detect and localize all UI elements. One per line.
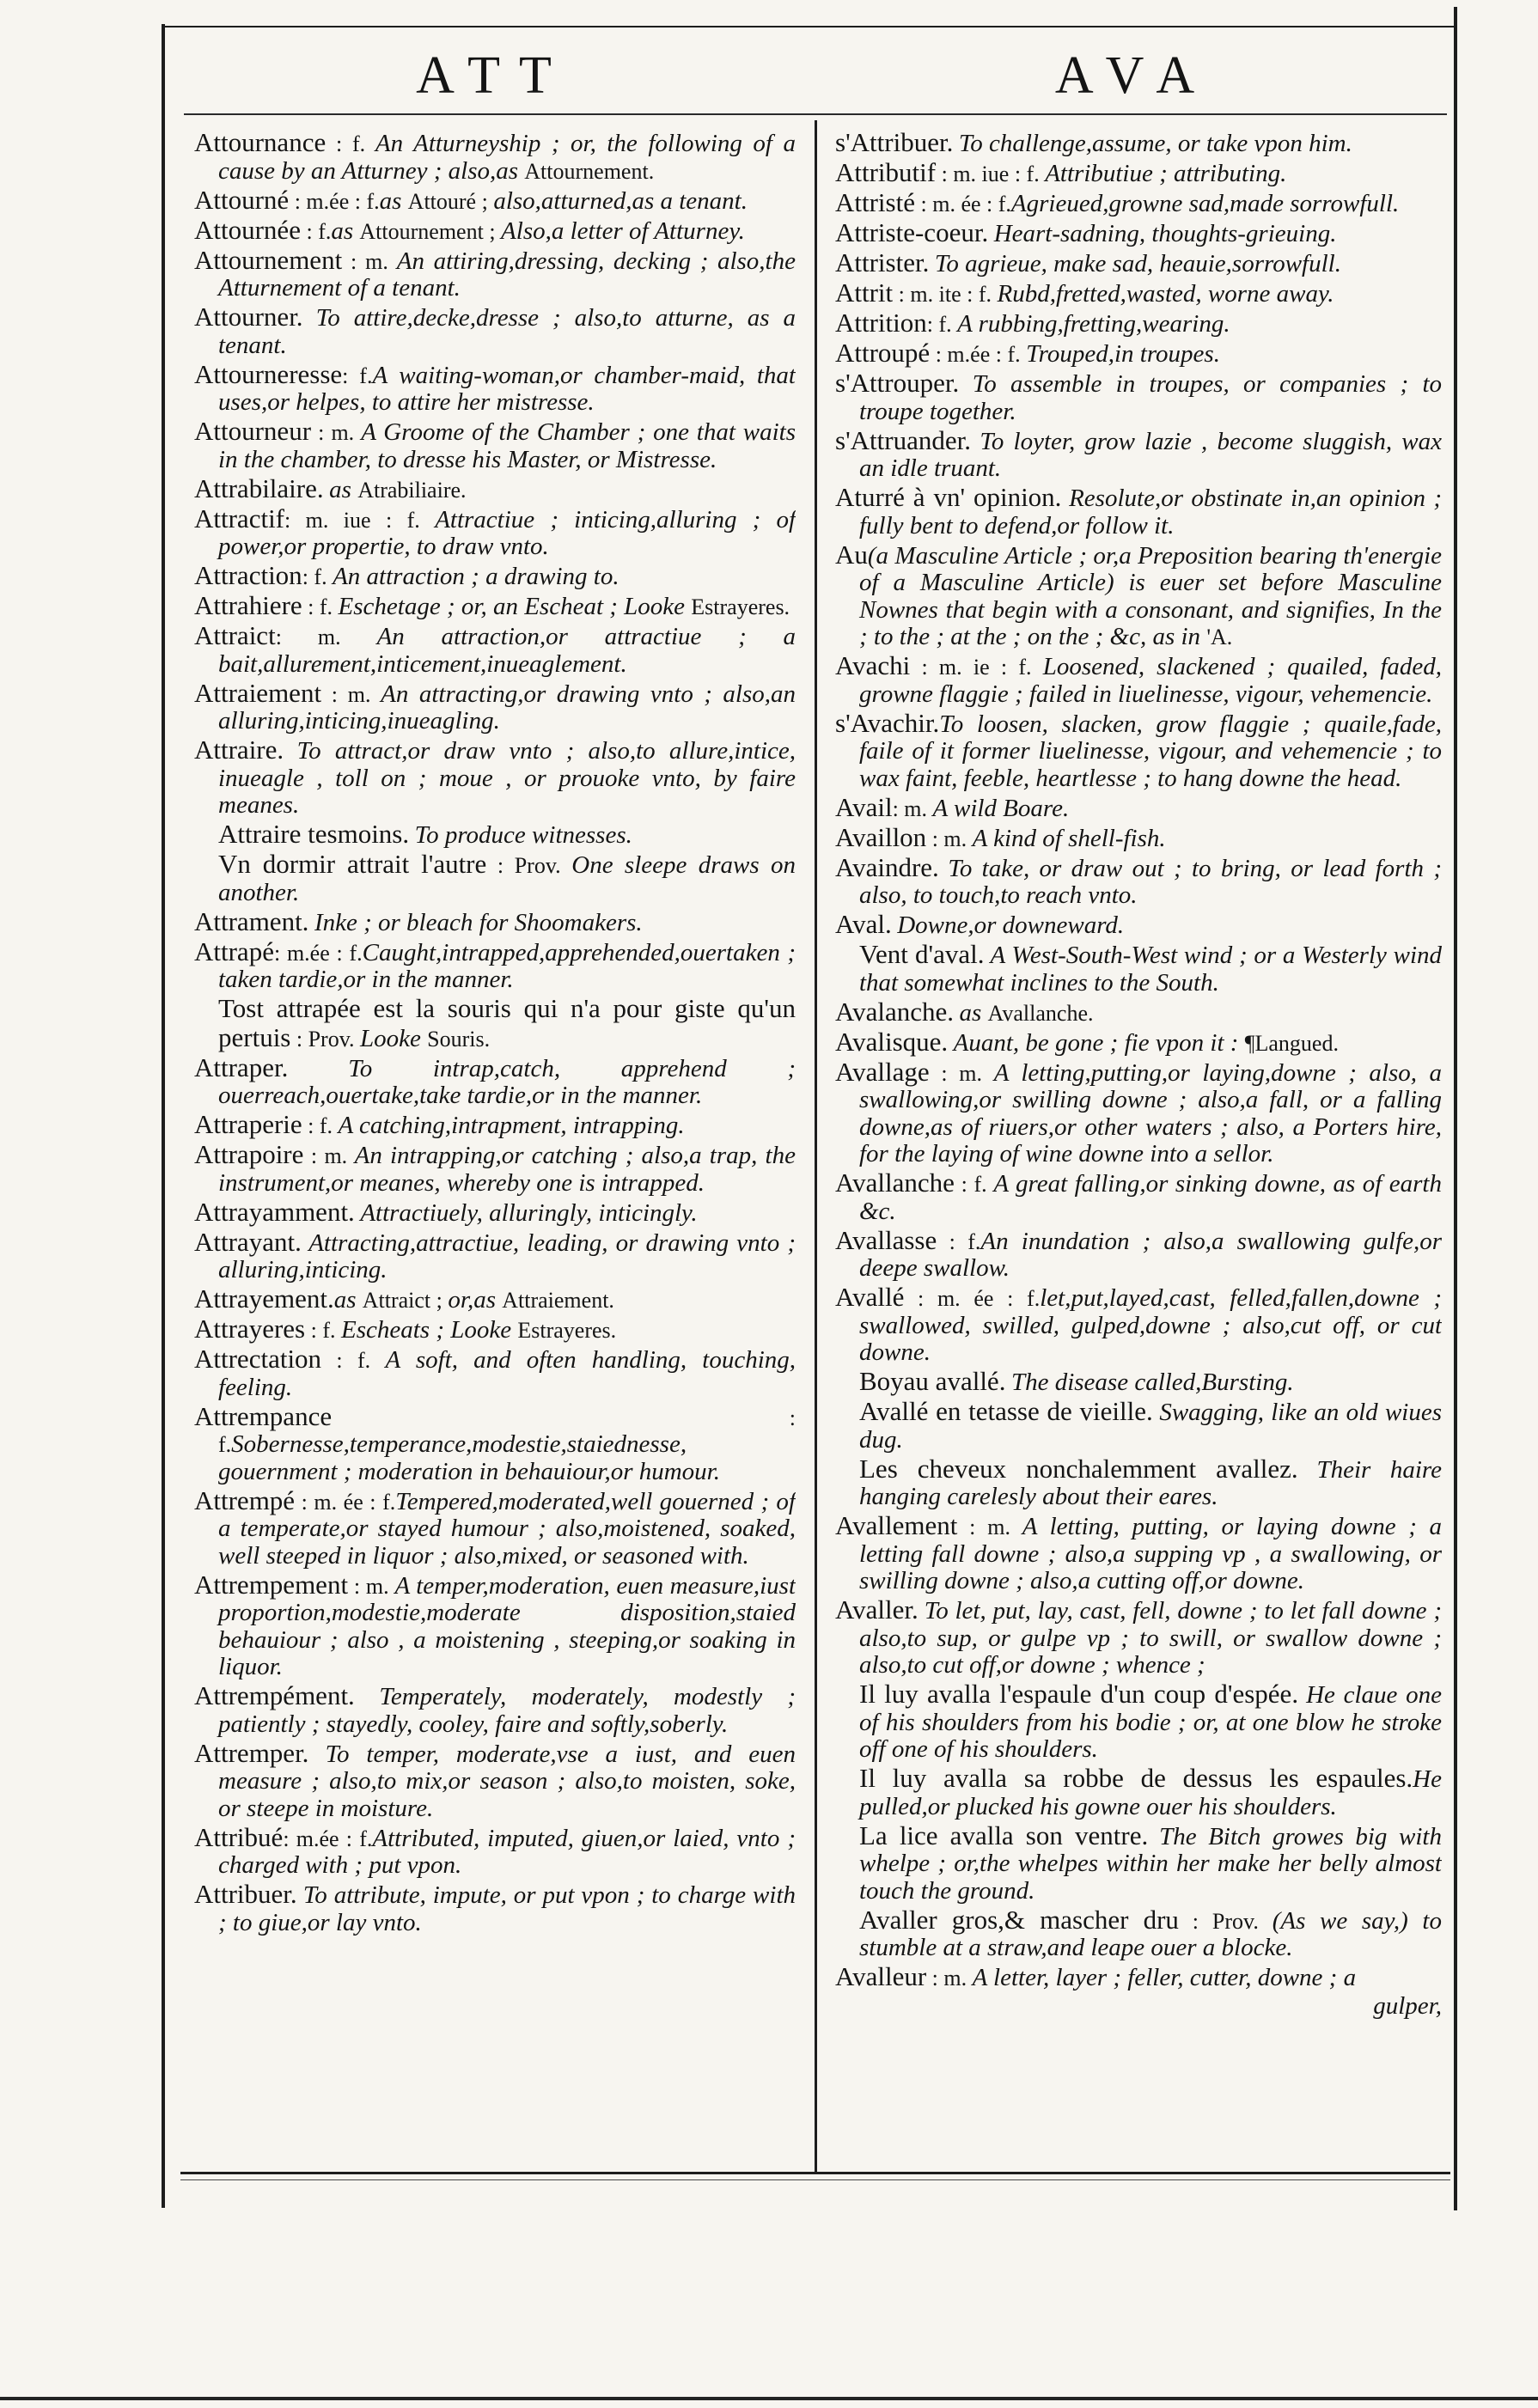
definition: Swagging, like an old wiues dug.	[859, 1399, 1442, 1454]
headword: Tost attrapée est la souris qui n'a pour giste qu'un pertuis	[218, 993, 796, 1052]
definition: Attractiue ; inticing,alluring ; of power,or propertie, to draw vnto.	[218, 505, 796, 560]
grammar-note: : f.	[302, 594, 339, 619]
headword: Avaindre.	[835, 851, 939, 882]
headword: Attrapoire	[194, 1139, 304, 1169]
definition: Tempered,moderated,well gouerned ; of a temperate,or stayed humour ; also,moistened, soaked, well steeped in liquor ; also,mixed, or seasoned with.	[218, 1487, 796, 1570]
dictionary-entry	[194, 562, 796, 591]
footer-rule	[180, 2172, 1450, 2174]
headword: Attrister.	[835, 247, 930, 277]
headword: s'Attruander.	[835, 424, 971, 455]
dictionary-entry	[835, 851, 1442, 910]
definition: To loyter, grow lazie , become sluggish, wax an idle truant.	[859, 427, 1442, 482]
headword: Attrabilaire.	[194, 472, 324, 503]
headword: s'Avachir.	[835, 707, 940, 738]
grammar-note: : m. ite : f.	[893, 282, 998, 307]
dictionary-entry	[835, 1906, 1442, 1962]
dictionary-entry	[194, 736, 796, 820]
definition: To produce witnesses.	[414, 821, 632, 849]
headword: Les cheveux nonchalemment avallez.	[859, 1453, 1298, 1484]
right-column	[835, 129, 1442, 2165]
grammar-note: : m.	[957, 1515, 1022, 1539]
cross-reference: Attournement ;	[359, 218, 502, 244]
dictionary-entry	[835, 1512, 1442, 1595]
headword: Avallé en tetasse de vieille.	[859, 1396, 1153, 1426]
definition: A soft, and often handling, touching, feeling.	[218, 1346, 796, 1401]
grammar-note: : m. iue : f.	[936, 162, 1046, 186]
grammar-note: : m.	[303, 1143, 355, 1168]
dictionary-entry	[835, 339, 1442, 369]
definition: He claue one of his shoulders from his bodie ; or, at one blow he stroke off one of his shoulders.	[859, 1681, 1442, 1763]
definition: An intrapping,or catching ; also,a trap, the instrument,or meanes, whereby one is intrapped.	[218, 1142, 796, 1197]
grammar-note: : m.ée : f.	[289, 188, 380, 214]
headword: Attrapé	[194, 936, 274, 966]
headword: Aturré à vn' opinion.	[835, 482, 1062, 512]
headword: Il luy avalla l'espaule d'un coup d'espée.	[859, 1679, 1299, 1709]
dictionary-entry	[194, 905, 796, 937]
definition: To attribute, impute, or put vpon ; to charge with ; to giue,or lay vnto.	[218, 1881, 796, 1936]
definition: Attractiuely, alluringly, inticingly.	[360, 1198, 698, 1227]
headword: La lice avalla son ventre.	[859, 1820, 1149, 1850]
dictionary-entry	[194, 1571, 796, 1681]
dictionary-entry	[194, 1400, 796, 1486]
grammar-note: : f.	[302, 564, 333, 589]
headword: Attrectation	[194, 1344, 322, 1374]
headword: Attourneur	[194, 416, 312, 446]
headword: Attribuer.	[194, 1879, 297, 1909]
definition: Inke ; or bleach for Shoomakers.	[314, 908, 643, 936]
grammar-note	[919, 1599, 925, 1624]
headword: Attrempément.	[194, 1680, 355, 1710]
definition: Caught,intrapped,apprehended,ouertaken ; taken tardie,or in the manner.	[218, 938, 796, 993]
definition: as	[331, 216, 360, 245]
dictionary-entry	[835, 1455, 1442, 1511]
grammar-note: : m. iue : f.	[284, 507, 436, 533]
definition: (As we say,) to stumble at a straw,and leape ouer a blocke.	[859, 1906, 1442, 1961]
grammar-note	[303, 306, 316, 331]
headword: Attraper.	[194, 1052, 289, 1082]
definition: Heart-sadning, thoughts-grieuing.	[993, 220, 1337, 247]
definition: A West-South-West wind ; or a Westerly wind that somewhat inclines to the South.	[859, 942, 1442, 997]
definition: An inundation ; also,a swallowing gulfe,or deepe swallow.	[859, 1227, 1442, 1282]
grammar-note: : m.	[311, 420, 362, 445]
grammar-note	[297, 1883, 303, 1908]
definition: Rubd,fretted,wasted, worne away.	[997, 280, 1334, 308]
headword: Avallanche	[835, 1167, 955, 1198]
definition: To take, or draw out ; to bring, or lead forth ; also, to touch,to reach vnto.	[859, 854, 1442, 909]
dictionary-entry	[194, 1198, 796, 1228]
grammar-note: : m. ie : f.	[910, 655, 1043, 680]
definition: Attributiue ; attributing.	[1045, 160, 1287, 187]
dictionary-entry	[835, 189, 1442, 218]
definition: as	[329, 475, 358, 503]
cross-reference: Attouré ;	[407, 188, 494, 214]
grammar-note: : f.	[321, 1348, 386, 1373]
headword: Attraire tesmoins.	[218, 819, 410, 849]
dictionary-entry	[194, 820, 796, 850]
definition: A letter, layer ; feller, cutter, downe ; a	[972, 1964, 1357, 1991]
definition: To challenge,assume, or take vpon him.	[958, 130, 1352, 157]
grammar-note: : m.ée : f.	[283, 1826, 373, 1851]
definition: A wild Boare.	[932, 794, 1070, 822]
dictionary-entry	[835, 1283, 1442, 1367]
dictionary-entry	[835, 1963, 1442, 1992]
dictionary-entry	[835, 652, 1442, 708]
headword: Avaller gros,& mascher dru	[859, 1904, 1179, 1935]
dictionary-entry	[835, 998, 1442, 1027]
dictionary-entry	[194, 995, 796, 1052]
definition: Temperately, moderately, modestly ; patiently ; stayedly, cooley, faire and softly,soberly.	[218, 1683, 796, 1738]
definition: as	[959, 998, 988, 1027]
dictionary-entry	[194, 850, 796, 906]
dictionary-entry	[194, 1484, 796, 1570]
definition: To let, put, lay, cast, fell, downe ; to let fall downe ; also,to sup, or gulpe vp ; to swill, or swallow downe ; also,to cut off,or downe ; whence ;	[859, 1597, 1442, 1679]
headword: Vn dormir attrait l'autre	[218, 849, 487, 879]
dictionary-entry	[194, 216, 796, 246]
dictionary-entry	[835, 1765, 1442, 1820]
dictionary-entry	[194, 505, 796, 561]
headword: Avail	[835, 791, 893, 822]
grammar-note	[1148, 1825, 1159, 1850]
grammar-note	[971, 430, 980, 454]
headword: Attrayeres	[194, 1314, 306, 1344]
headword: Attraiement	[194, 677, 322, 708]
headword: Attriste-coeur.	[835, 217, 989, 247]
header-rule	[184, 113, 1447, 115]
headword: Aval.	[835, 909, 892, 939]
definition: Their haire hanging carelesly about their eares.	[859, 1455, 1442, 1510]
definition: An Atturneyship ; or, the following of a cause by an Atturney ; also,as	[218, 130, 796, 185]
dictionary-entry	[835, 1822, 1442, 1905]
headword: Boyau avallé.	[859, 1366, 1006, 1396]
grammar-note: : f.	[305, 1318, 341, 1343]
dictionary-entry	[194, 1821, 796, 1880]
footer-rule-thin	[180, 2179, 1450, 2180]
grammar-note: : m.ée : f.	[273, 940, 363, 966]
headword: Il luy avalla sa robbe de dessus les espaules.	[859, 1763, 1413, 1793]
headword: Attrit	[835, 277, 894, 308]
headword: Avalisque.	[835, 1026, 949, 1057]
headword: Attraire.	[194, 735, 284, 765]
definition: A catching,intrapment, intrapping.	[338, 1112, 685, 1139]
dictionary-entry	[194, 1111, 796, 1140]
grammar-note: : Prov.	[486, 853, 572, 878]
headword: Attristé	[835, 187, 915, 217]
headword: Attrempance	[194, 1400, 333, 1431]
headword: Attrempé	[194, 1484, 296, 1515]
cross-reference: Estrayeres.	[517, 1318, 617, 1343]
dictionary-entry	[194, 244, 796, 302]
dictionary-entry	[194, 418, 796, 473]
grammar-note: : m.	[342, 248, 397, 274]
definition: To intrap,catch, apprehend ; ouerreach,ouertake,take tardie,or in the manner.	[218, 1054, 796, 1109]
definition: Escheats ; Looke	[341, 1316, 518, 1344]
headword: Attournée	[194, 214, 301, 245]
headword: Attractif	[194, 503, 285, 533]
headword: Attournance	[194, 129, 327, 157]
definition: let,put,layed,cast, felled,fallen,downe ; swallowed, swilled, gulped,downe ; also,cut off, or cut downe.	[859, 1284, 1442, 1366]
dictionary-entry	[835, 424, 1442, 483]
headword: Avalanche.	[835, 996, 954, 1027]
definition: Attracting,attractiue, leading, or drawing vnto ; alluring,inticing.	[218, 1228, 796, 1283]
grammar-note: : f.	[326, 131, 375, 156]
page-frame-right	[1454, 7, 1457, 2210]
headword: Attrayamment.	[194, 1196, 355, 1227]
grammar-note	[1298, 1683, 1306, 1708]
headword: Avallasse	[835, 1224, 937, 1255]
headword: Avallement	[835, 1510, 958, 1540]
running-head-left: ATT	[416, 46, 571, 105]
dictionary-entry	[835, 1058, 1442, 1168]
dictionary-entry	[194, 1054, 796, 1110]
headword: Avallage	[835, 1056, 930, 1087]
catchword: gulper,	[1373, 1992, 1442, 2020]
dictionary-entry	[194, 1682, 796, 1738]
dictionary-entry	[194, 129, 796, 185]
grammar-note	[355, 1685, 380, 1710]
definition: Resolute,or obstinate in,an opinion ; fully bent to defend,or follow it.	[859, 485, 1442, 540]
definition: To attire,decke,dresse ; also,to atturne, as a tenant.	[218, 304, 796, 359]
definition: A great falling,or sinking downe, as of earth &c.	[859, 1170, 1442, 1225]
dictionary-entry	[194, 592, 796, 621]
grammar-note	[308, 1742, 325, 1767]
cross-reference: Souris.	[427, 1026, 491, 1052]
definition: Looke	[360, 1024, 428, 1052]
scan-edge	[0, 2397, 1538, 2400]
headword: Attributif	[835, 157, 937, 187]
grammar-note: : f.	[926, 312, 958, 337]
grammar-note	[284, 739, 297, 764]
grammar-note: : m.	[926, 826, 973, 851]
definition: Sobernesse,temperance,modestie,staiednesse, gouernment ; moderation in behauiour,or humour.	[218, 1430, 721, 1485]
column-divider	[815, 120, 817, 2172]
headword: Attrempement	[194, 1569, 349, 1600]
dictionary-entry	[194, 1881, 796, 1936]
grammar-note	[959, 372, 973, 397]
definition: (a Masculine Article ; or,a Preposition bearing th'energie of a Masculine Article) is euer set before Masculine Nownes that begin with a consonant, and signifies, In the ; to the ; at the ; on the ; &c, as in	[859, 541, 1442, 650]
dictionary-entry	[835, 369, 1442, 425]
definition: as	[379, 186, 408, 215]
headword: Attourneresse	[194, 358, 343, 389]
definition: Loosened, slackened ; quailed, faded, growne flaggie ; failed in liuelinesse, vigour, vehemencie.	[859, 653, 1442, 708]
headword: Vent d'aval.	[859, 939, 985, 969]
definition: To attract,or draw vnto ; also,to allure,intice, inueagle , toll on ; moue , or prouoke vnto, by faire meanes.	[218, 737, 796, 819]
definition: He pulled,or plucked his gowne ouer his shoulders.	[859, 1765, 1442, 1820]
dictionary-entry	[835, 1028, 1442, 1058]
dictionary-entry	[194, 1737, 796, 1823]
dictionary-entry	[835, 1680, 1442, 1764]
dictionary-entry	[194, 1285, 796, 1314]
headword: Au	[835, 539, 868, 570]
headword: Attremper.	[194, 1737, 309, 1768]
grammar-note: : m.	[321, 681, 381, 707]
definition: To agrieue, make sad, heauie,sorrowfull.	[934, 250, 1341, 277]
definition: An attraction,or attractiue ; a bait,allurement,inticement,inueaglement.	[218, 623, 796, 678]
dictionary-entry	[194, 1345, 796, 1401]
dictionary-entry	[194, 303, 796, 359]
headword: Avalleur	[835, 1961, 927, 1991]
grammar-note: : m.	[926, 1966, 973, 1990]
grammar-note: : f.	[937, 1228, 981, 1254]
headword: Attournement	[194, 244, 343, 275]
page-frame-top	[162, 26, 1457, 27]
headword: Attribué	[194, 1821, 284, 1852]
headword: Attrament.	[194, 905, 309, 936]
definition: also,atturned,as a tenant.	[493, 186, 748, 215]
grammar-note	[1061, 486, 1069, 511]
cross-reference: 'A.	[1206, 625, 1233, 649]
grammar-note	[288, 1057, 348, 1082]
headword: Attourner.	[194, 302, 303, 332]
grammar-note: : m.	[348, 1573, 395, 1599]
definition: Eschetage ; or, an Escheat ; Looke	[338, 593, 692, 620]
dictionary-entry	[835, 941, 1442, 997]
definition: A waiting-woman,or chamber-maid, that uses,or helpes, to attire her mistresse.	[218, 361, 796, 416]
headword: Attourné	[194, 184, 290, 215]
dictionary-entry	[835, 911, 1442, 940]
headword: s'Attribuer.	[835, 129, 954, 157]
cross-reference: Estrayeres.	[691, 594, 790, 619]
definition: One sleepe draws on another.	[218, 851, 796, 906]
grammar-note	[1298, 1458, 1317, 1483]
grammar-note: : Prov.	[290, 1026, 361, 1052]
grammar-note	[939, 857, 949, 881]
headword: Attroupé	[835, 338, 931, 368]
dictionary-entry	[194, 186, 796, 216]
dictionary-entry	[194, 1141, 796, 1197]
definition: A letting, putting, or laying downe ; a letting fall downe ; also,a supping vp , a swallowing, or swilling downe ; also,a cutting off,or downe.	[859, 1513, 1442, 1594]
headword: Attraict	[194, 620, 276, 650]
definition: A rubbing,fretting,wearing.	[957, 310, 1230, 338]
dictionary-entry	[835, 279, 1442, 308]
dictionary-entry	[835, 159, 1442, 188]
definition: Attributed, imputed, giuen,or laied, vnto ; charged with ; put vpon.	[218, 1824, 796, 1879]
definition: To assemble in troupes, or companies ; to troupe together.	[859, 370, 1442, 425]
dictionary-entry	[835, 707, 1442, 793]
definition: An attraction ; a drawing to.	[333, 563, 619, 590]
page-frame-left	[162, 24, 165, 2208]
headword: Attrahiere	[194, 590, 302, 620]
dictionary-entry	[194, 677, 796, 735]
dictionary-entry	[835, 484, 1442, 540]
grammar-note: : f.	[302, 1113, 339, 1138]
running-head-right: AVA	[1054, 46, 1214, 105]
headword: Attrition	[835, 308, 927, 338]
definition: A letting,putting,or laying,downe ; also, a swallowing,or swilling downe ; also,a fall, or a falling downe,as of riuers,or other waters ; also, a Porters hire, for the laying of wine downe into a sellor.	[859, 1058, 1442, 1167]
definition: An attracting,or drawing vnto ; also,an alluring,inticing,inueagling.	[218, 680, 796, 735]
dictionary-entry	[194, 472, 796, 504]
definition: Also,a letter of Atturney.	[501, 216, 745, 245]
dictionary-entry	[194, 622, 796, 678]
grammar-note: : m.	[892, 796, 933, 821]
definition: The Bitch growes big with whelpe ; or,the whelpes within her make her belly almost touch the ground.	[859, 1822, 1442, 1905]
dictionary-entry	[835, 791, 1442, 823]
headword: Attraction	[194, 560, 302, 590]
headword: Attraperie	[194, 1109, 302, 1139]
headword: Attrayant.	[194, 1226, 302, 1257]
dictionary-entry	[835, 1398, 1442, 1454]
grammar-note: : f.	[218, 1405, 796, 1457]
cross-reference: Avallanche.	[987, 1000, 1094, 1026]
dictionary-entry	[835, 1169, 1442, 1225]
dictionary-entry	[835, 129, 1442, 158]
grammar-note: : f.	[342, 363, 373, 388]
definition: A kind of shell-fish.	[972, 824, 1166, 852]
grammar-note: : m. ée : f.	[295, 1489, 396, 1515]
grammar-note	[302, 1231, 308, 1256]
definition: Downe,or downeward.	[897, 911, 1125, 939]
cross-reference: Attournement.	[524, 158, 655, 184]
headword: Avaller.	[835, 1594, 919, 1625]
dictionary-entry	[194, 358, 796, 417]
grammar-note: : m.ée : f.	[930, 342, 1027, 367]
dictionary-entry	[835, 219, 1442, 248]
headword: Attrayement.	[194, 1283, 334, 1314]
definition: To temper, moderate,vse a iust, and euen measure ; also,to mix,or season ; also,to moisten, soke, or steepe in moisture.	[218, 1740, 796, 1822]
dictionary-entry	[194, 1228, 796, 1284]
definition: Auant, be gone ; fie vpon it :	[953, 1028, 1245, 1057]
dictionary-entry	[835, 1224, 1442, 1283]
headword: Availlon	[835, 821, 927, 852]
grammar-note: : m.	[929, 1060, 994, 1086]
cross-reference: Attraict ;	[362, 1288, 449, 1313]
dictionary-entry	[835, 309, 1442, 338]
definition: as	[333, 1286, 363, 1314]
dictionary-entry	[194, 1315, 796, 1344]
definition: To loosen, slacken, grow flaggie ; quaile,fade, faile of it former liuelinesse, vigour, and vehemencie ; to wax faint, feeble, heartlesse ; to hang downe the head.	[859, 710, 1442, 792]
definition: or,as	[448, 1286, 503, 1314]
grammar-note: : m. ée : f.	[904, 1286, 1041, 1311]
dictionary-entry	[835, 541, 1442, 651]
dictionary-entry	[835, 249, 1442, 278]
grammar-note: : f.	[954, 1172, 994, 1197]
headword: s'Attrouper.	[835, 368, 960, 398]
definition: Agrieued,growne sad,made sorrowfull.	[1010, 190, 1400, 217]
grammar-note: : m.	[275, 625, 377, 649]
definition: A Groome of the Chamber ; one that waits in the chamber, to dresse his Master, or Mistresse.	[218, 418, 796, 473]
left-column	[194, 129, 796, 2165]
dictionary-entry	[835, 1596, 1442, 1680]
definition: An attiring,dressing, decking ; also,the Atturnement of a tenant.	[218, 247, 796, 302]
grammar-note: : Prov.	[1178, 1908, 1273, 1934]
grammar-note: : f.	[300, 218, 332, 244]
dictionary-entry	[835, 821, 1442, 853]
dictionary-entry	[835, 1368, 1442, 1397]
dictionary-entry	[194, 938, 796, 994]
headword: Avachi	[835, 650, 911, 680]
cross-reference: Atrabiliaire.	[357, 477, 467, 503]
cross-reference: Attraiement.	[502, 1288, 614, 1313]
definition: The disease called,Bursting.	[1010, 1369, 1294, 1396]
definition: A temper,moderation, euen measure,iust proportion,modestie,moderate disposition,staied behauiour ; also , a moistening , steeping,or soaking in liquor.	[218, 1571, 796, 1680]
headword: Avallé	[835, 1282, 905, 1312]
grammar-note: : m. ée : f.	[915, 192, 1011, 216]
definition: Trouped,in troupes.	[1026, 340, 1220, 368]
cross-reference: ¶Langued.	[1244, 1030, 1339, 1056]
